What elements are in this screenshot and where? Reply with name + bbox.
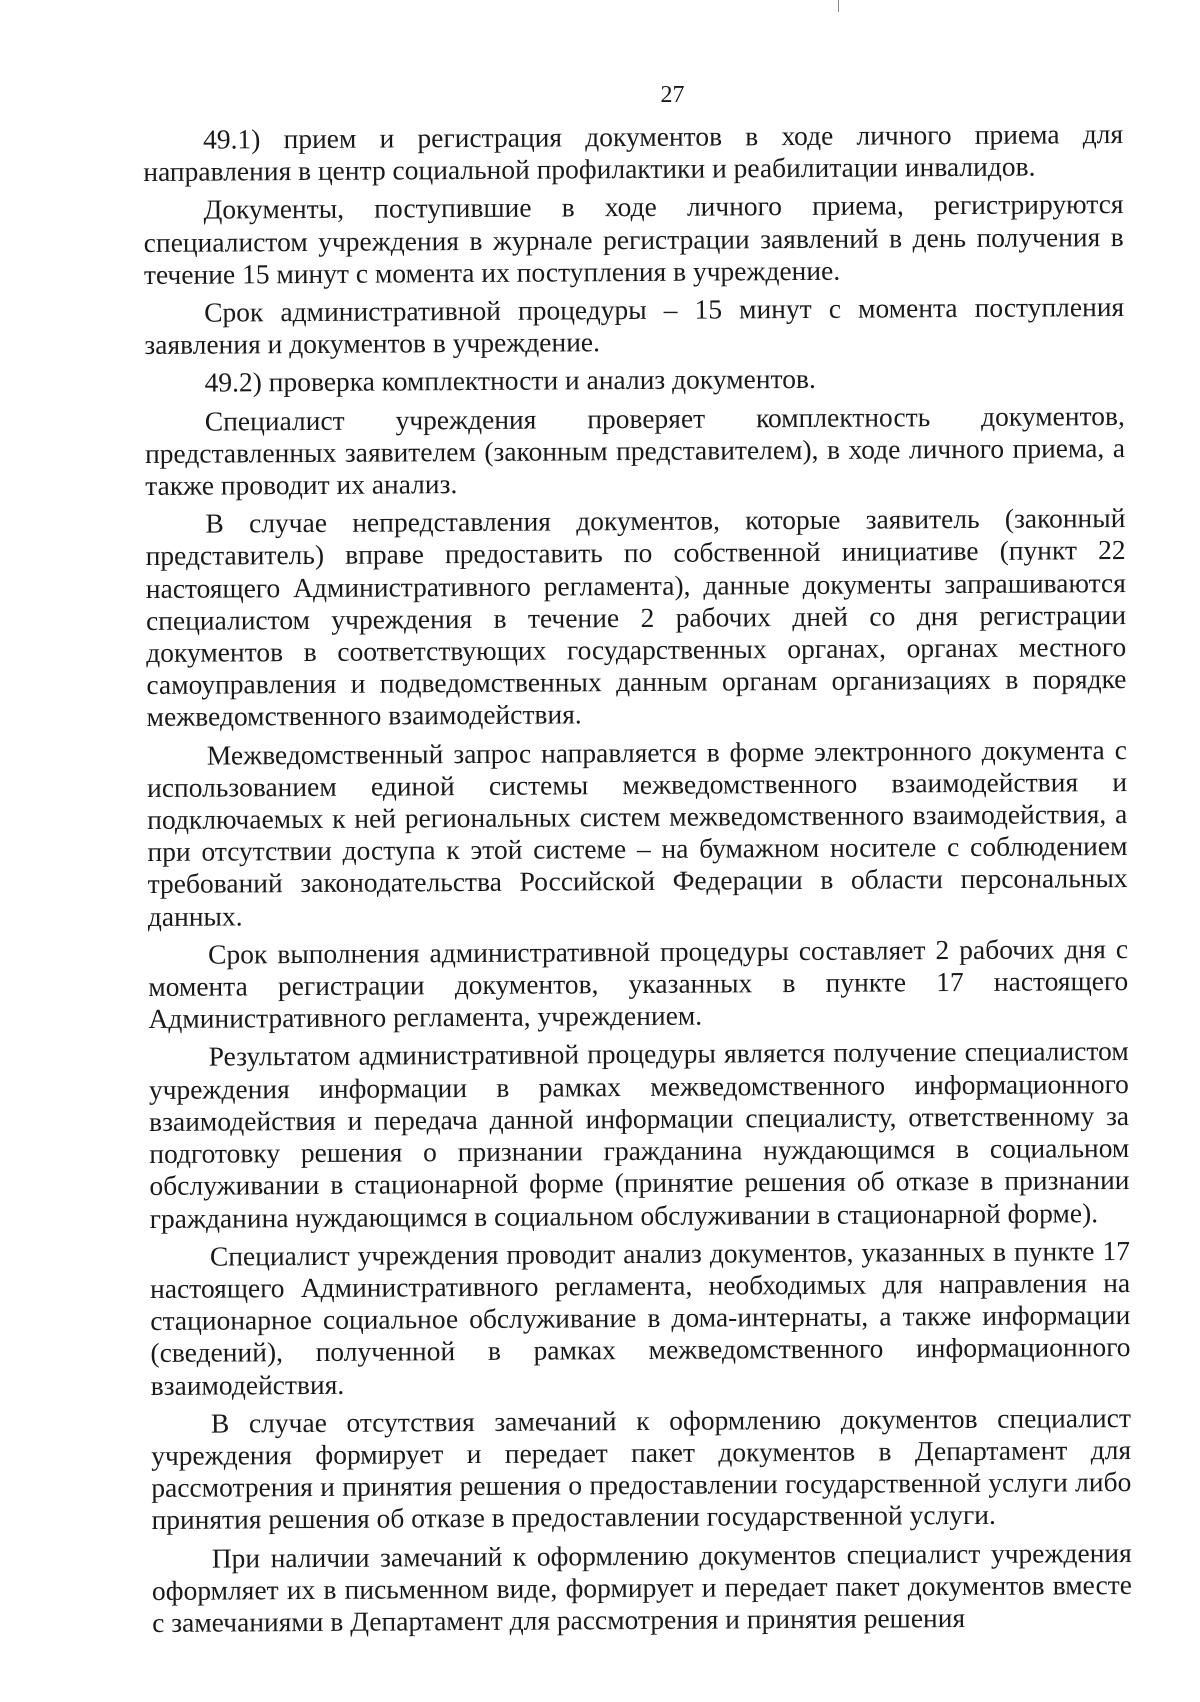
paragraph: В случае отсутствия замечаний к оформлению документов специалист учреждения формирует и передает пакет документов в Департамент для рассмотрения и принятия решения о предоставлении государственной услуги либо принятия решения об отказе в предоставлении государственной услуги. (151, 1401, 1132, 1536)
paragraph: Срок административной процедуры – 15 минут с момента поступления заявления и документов в учреждение. (144, 291, 1125, 361)
paragraph: Межведомственный запрос направляется в форме электронного документа с использованием единой системы межведомственного взаимодействия и подключаемых к ней региональных систем межведомственного взаимодействия, а при отсутствии доступа к этой системе – на бумажном носителе с соблюдением требований законодательства Российской Федерации в области персональных данных. (146, 733, 1128, 932)
paragraph: Срок выполнения административной процедуры составляет 2 рабочих дня с момента регистрации документов, указанных в пункте 17 настоящего Административного регламента, учреждением. (148, 932, 1129, 1035)
paragraph-49-1: 49.1) прием и регистрация документов в ходе личного приема для направления в центр социальной профилактики и реабилитации инвалидов. (143, 118, 1124, 188)
paragraph: Специалист учреждения проверяет комплектность документов, представленных заявителем (законным представителем), в ходе личного приема, а также проводит их анализ. (144, 399, 1126, 502)
paragraph: Специалист учреждения проводит анализ документов, указанных в пункте 17 настоящего Административного регламента, необходимых для направления на стационарное социальное обслуживание в дома-интернаты, а также информации (сведений), полученной в рамках межведомственного информационного взаимодействия. (150, 1234, 1131, 1401)
paragraph: Документы, поступившие в ходе личного приема, регистрируются специалистом учреждения в журнале регистрации заявлений в день получения в течение 15 минут с момента их поступления в учреждение. (143, 188, 1124, 290)
paragraph: Результатом административной процедуры является получение специалистом учреждения информации в рамках межведомственного информационного взаимодействия и передача данной информации специалисту, ответственному за подготовку решения о признании гражданина нуждающимся в социальном обслуживании в стационарной форме (принятие решения об отказе в признании гражданина нуждающимся в социальном обслуживании в стационарной форме). (148, 1035, 1130, 1234)
paragraph-49-2: 49.2) проверка комплектности и анализ документов. (204, 363, 816, 399)
paragraph: В случае непредставления документов, которые заявитель (законный представитель) вправе предоставить по собственной инициативе (пункт 22 настоящего Административного регламента), данные документы запрашиваются специалистом учреждения в течение 2 рабочих дней со дня регистрации документов в соответствующих государственных органах, органах местного самоуправления и подведомственных данным органам организациях в порядке межведомственного взаимодействия. (145, 502, 1127, 733)
document-body (143, 118, 1132, 1645)
page-number: 27 (660, 82, 685, 108)
scan-artifact (838, 0, 839, 12)
paragraph: При наличии замечаний к оформлению документов специалист учреждения оформляет их в письменном виде, формирует и передает пакет документов вместе с замечаниями в Департамент для рассмотрения и принятия решения (151, 1536, 1133, 1638)
